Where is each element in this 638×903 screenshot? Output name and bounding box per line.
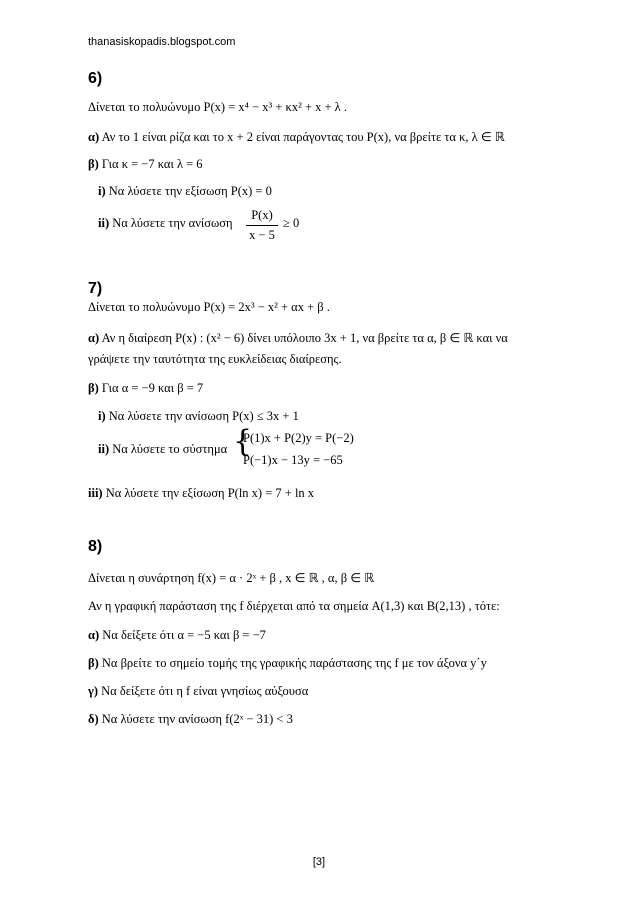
exercise-6-part-a [88, 129, 505, 145]
site-header: thanasiskopadis.blogspot.com [88, 36, 236, 48]
part-a-text: Να δείξετε ότι α = −5 και β = −7 [99, 628, 266, 642]
part-a-label: α) [88, 130, 100, 144]
exercise-8-number: 8) [88, 538, 103, 555]
exercise-7-intro: Δίνεται το πολυώνυμο P(x) = 2x³ − x² + αx + β . [88, 300, 330, 314]
part-bi-text: Να λύσετε την ανίσωση P(x) ≤ 3x + 1 [105, 409, 299, 423]
part-a-text: Αν το 1 είναι ρίζα και το x + 2 είναι παράγοντας του P(x), να βρείτε τα κ, λ ∈ ℝ [99, 130, 505, 144]
part-c-text: Να δείξετε ότι η f είναι γνησίως αύξουσα [98, 684, 309, 698]
part-bii-label: ii) [98, 442, 110, 456]
fraction-relation: ≥ 0 [283, 216, 300, 230]
exercise-8-condition: Αν η γραφική παράσταση της f διέρχεται από τα σημεία A(1,3) και B(2,13) , τότε: [88, 599, 500, 613]
part-a-label: α) [88, 628, 100, 642]
part-b-label: β) [88, 157, 99, 171]
exercise-7-part-b-ii [98, 442, 227, 457]
system-equation-2: P(−1)x − 13y = −65 [243, 453, 343, 467]
part-b-text: Να βρείτε το σημείο τομής της γραφικής παράστασης της f με τον άξονα y΄y [98, 656, 487, 670]
part-d-label: δ) [88, 712, 99, 726]
exercise-8-part-a [88, 628, 266, 643]
part-bii-text: Να λύσετε το σύστημα [109, 442, 228, 456]
fraction-px-over-x-minus-5 [246, 208, 278, 243]
exercise-8-intro: Δίνεται η συνάρτηση f(x) = α · 2ˣ + β , x ∈ ℝ , α, β ∈ ℝ [88, 571, 375, 585]
exercise-6-number: 6) [88, 70, 103, 87]
part-bi-text: Να λύσετε την εξίσωση P(x) = 0 [105, 184, 272, 198]
exercise-6-part-b-ii [98, 216, 233, 231]
exercise-6-intro: Δίνεται το πολυώνυμο P(x) = x⁴ − x³ + κx² + x + λ . [88, 100, 347, 114]
exercise-7-part-b-i [98, 409, 299, 424]
exercise-8-part-d [88, 712, 293, 727]
part-bii-label: ii) [98, 216, 110, 230]
part-b-text: Για κ = −7 και λ = 6 [98, 157, 203, 171]
page-number: [3] [312, 856, 326, 868]
part-b-text: Για α = −9 και β = 7 [98, 381, 204, 395]
exercise-6-part-b-i [98, 184, 272, 199]
part-biii-label: iii) [88, 486, 103, 500]
exercise-6-part-b [88, 157, 203, 172]
part-c-label: γ) [88, 684, 99, 698]
system-equation-1: P(1)x + P(2)y = P(−2) [243, 431, 354, 445]
exercise-7-part-a [88, 330, 508, 346]
exercise-7-part-a-cont: γράψετε την ταυτότητα της ευκλείδειας διαίρεσης. [88, 352, 342, 366]
part-bi-label: i) [98, 409, 106, 423]
part-bii-text: Να λύσετε την ανίσωση [109, 216, 233, 230]
part-d-text: Να λύσετε την ανίσωση f(2ˣ − 31) < 3 [98, 712, 293, 726]
fraction-denominator: x − 5 [249, 228, 275, 242]
exercise-8-part-c [88, 684, 308, 699]
exercise-7-number: 7) [88, 280, 103, 297]
exercise-7-part-b [88, 381, 203, 396]
fraction-numerator: P(x) [246, 208, 278, 226]
system-brace: { [233, 424, 253, 459]
part-biii-text: Να λύσετε την εξίσωση P(ln x) = 7 + ln x [102, 486, 315, 500]
part-b-label: β) [88, 381, 99, 395]
exercise-8-part-b [88, 656, 487, 671]
part-b-label: β) [88, 656, 99, 670]
part-a-text: Αν η διαίρεση P(x) : (x² − 6) δίνει υπόλοιπο 3x + 1, να βρείτε τα α, β ∈ ℝ και να [99, 331, 508, 345]
part-bi-label: i) [98, 184, 106, 198]
exercise-7-part-b-iii [88, 486, 314, 501]
part-a-label: α) [88, 331, 100, 345]
